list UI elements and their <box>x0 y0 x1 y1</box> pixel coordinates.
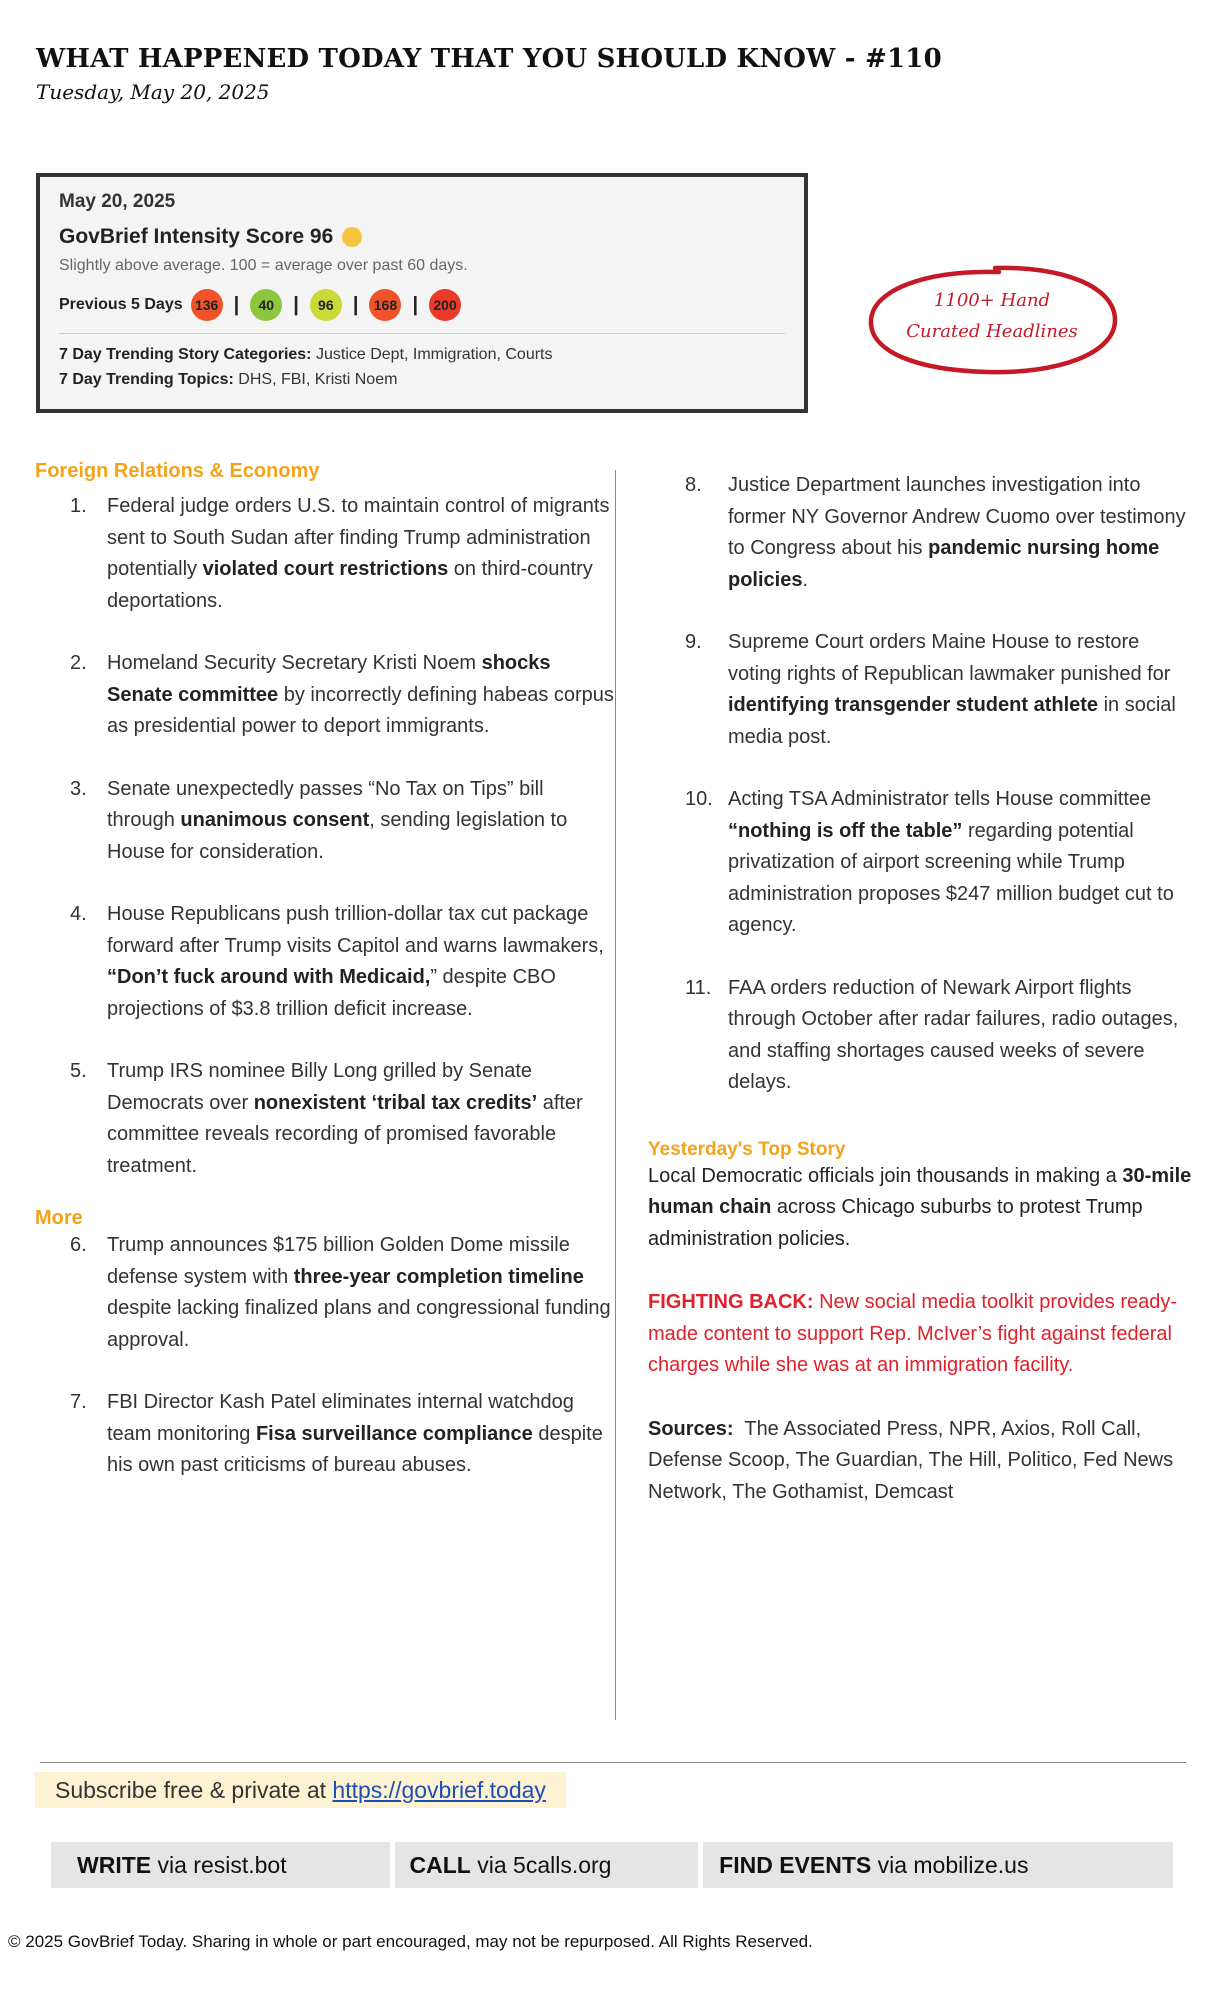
item-number: 2. <box>70 652 87 674</box>
item-text: Acting TSA Administrator tells House committee <box>728 788 1152 810</box>
fighting-back-text: New social media toolkit provides ready-made content to support Rep. McIver’s fight against federal charges while she was at an immigration facility. <box>648 1291 1178 1376</box>
trending-topics-label: 7 Day Trending Topics: <box>59 371 234 388</box>
separator: | <box>352 293 359 316</box>
previous-day-score: 96 <box>310 289 342 321</box>
section-heading-more: More <box>35 1207 83 1229</box>
sources-label: Sources: <box>648 1417 734 1440</box>
hand-curated-stamp <box>865 262 1119 377</box>
item-text: Trump announces $175 billion Golden Dome missile defense system with <box>107 1234 570 1288</box>
item-text: House Republicans push trillion-dollar tax cut package forward after Trump visits Capitol and warns lawmakers, <box>107 903 604 957</box>
item-text: Supreme Court orders Maine House to restore voting rights of Republican lawmaker punished for <box>728 631 1171 685</box>
previous-day-score: 40 <box>250 289 282 321</box>
item-text: regarding potential privatization of airport screening while Trump administration proposes $247 million budget cut to agency. <box>728 819 1174 936</box>
list-item <box>648 470 1198 596</box>
left-column <box>35 460 615 1513</box>
item-number: 10. <box>685 788 713 810</box>
item-number: 9. <box>685 631 702 653</box>
column-divider <box>615 470 616 1720</box>
subscribe-link[interactable]: https://govbrief.today <box>332 1777 546 1803</box>
previous-day-score: 136 <box>191 289 223 321</box>
item-text: FAA orders reduction of Newark Airport flights through October after radar failures, radio outages, and staffing shortages caused weeks of severe delays. <box>728 976 1179 1093</box>
trending-topics-value: DHS, FBI, Kristi Noem <box>238 371 398 388</box>
item-number: 6. <box>70 1234 87 1256</box>
top-story-emphasis: 30-mile human chain <box>648 1164 1192 1218</box>
item-text: Trump IRS nominee Billy Long grilled by Senate Democrats over <box>107 1060 533 1114</box>
item-text: Justice Department launches investigation into former NY Governor Andrew Cuomo over testimony to Congress about his <box>728 474 1186 559</box>
list-item <box>35 1387 615 1482</box>
trending-categories-value: Justice Dept, Immigration, Courts <box>315 346 553 363</box>
item-emphasis: three-year completion timeline <box>293 1265 584 1288</box>
previous-days-row <box>59 289 785 321</box>
intensity-score-label: GovBrief Intensity Score 96 <box>59 225 334 248</box>
item-text: , sending legislation to House for consideration. <box>107 809 568 863</box>
sources <box>648 1414 1198 1509</box>
section-heading-foreign-relations: Foreign Relations & Economy <box>35 460 320 482</box>
item-number: 11. <box>685 976 712 999</box>
item-emphasis: nonexistent ‘tribal tax credits’ <box>253 1091 538 1114</box>
item-text: in social media post. <box>728 694 1176 748</box>
stamp-line-1: 1100+ Hand <box>933 290 1051 311</box>
item-number: 8. <box>685 474 702 496</box>
right-column <box>648 470 1198 1508</box>
subscribe-text: Subscribe free & private at <box>55 1777 333 1803</box>
find-events-action-label: FIND EVENTS <box>719 1852 872 1878</box>
subscribe-banner <box>35 1772 566 1808</box>
action-bar <box>51 1842 1173 1888</box>
list-item <box>35 491 615 617</box>
top-story-text <box>648 1161 1198 1256</box>
copyright-footer: © 2025 GovBrief Today. Sharing in whole or part encouraged, may not be repurposed. All Rights Reserved. <box>8 1932 813 1951</box>
item-number: 1. <box>70 495 87 517</box>
list-item <box>35 1056 615 1182</box>
item-text: on third-country deportations. <box>107 558 593 612</box>
trending-categories-label: 7 Day Trending Story Categories: <box>59 346 312 363</box>
list-item <box>648 627 1198 753</box>
item-number: 5. <box>70 1060 87 1082</box>
item-emphasis: pandemic nursing home policies <box>728 537 1160 591</box>
fighting-back-label: FIGHTING BACK: <box>648 1291 814 1313</box>
find-events-action[interactable] <box>703 1842 1173 1888</box>
previous-day-score: 168 <box>369 289 401 321</box>
item-text: Senate unexpectedly passes “No Tax on Tips” bill through <box>107 777 544 831</box>
item-number: 4. <box>70 903 87 925</box>
stamp-circle <box>865 262 1119 377</box>
item-emphasis: violated court restrictions <box>202 558 449 580</box>
score-indicator-dot <box>342 227 362 247</box>
item-emphasis: Fisa surveillance compliance <box>255 1422 533 1445</box>
list-item <box>35 1230 615 1356</box>
write-action-text: via resist.bot <box>151 1852 287 1878</box>
stamp-line-2: Curated Headlines <box>906 321 1078 342</box>
item-text: ” despite CBO projections of $3.8 trillion deficit increase. <box>107 966 556 1020</box>
footer-divider <box>40 1762 1186 1763</box>
item-emphasis: shocks Senate committee <box>107 652 551 706</box>
item-text: despite his own past criticisms of bureau abuses. <box>107 1422 603 1476</box>
find-events-action-text: via mobilize.us <box>871 1852 1029 1878</box>
previous-day-score: 200 <box>429 289 461 321</box>
separator: | <box>412 293 419 316</box>
top-story-pre: Local Democratic officials join thousands in making a <box>648 1164 1123 1187</box>
score-subtitle: Slightly above average. 100 = average over past 60 days. <box>59 257 468 274</box>
separator: | <box>293 293 299 316</box>
item-text: Federal judge orders U.S. to maintain control of migrants sent to South Sudan after finding Trump administration potentially <box>107 495 610 580</box>
call-action[interactable] <box>395 1842 699 1888</box>
list-item <box>35 774 615 869</box>
item-number: 7. <box>70 1391 87 1413</box>
top-story-post: across Chicago suburbs to protest Trump administration policies. <box>648 1196 1143 1250</box>
score-date: May 20, 2025 <box>59 191 176 212</box>
item-text: despite lacking finalized plans and congressional funding approval. <box>107 1297 611 1351</box>
newsletter-date: Tuesday, May 20, 2025 <box>36 80 270 104</box>
item-text: FBI Director Kash Patel eliminates internal watchdog team monitoring <box>107 1391 574 1445</box>
section-heading-top-story: Yesterday's Top Story <box>648 1138 846 1160</box>
call-action-text: via 5calls.org <box>470 1852 612 1878</box>
item-emphasis: unanimous consent <box>180 809 370 831</box>
item-number: 3. <box>70 777 87 800</box>
item-text: Homeland Security Secretary Kristi Noem <box>107 652 482 674</box>
list-item <box>648 973 1198 1099</box>
list-item <box>35 648 615 743</box>
write-action-label: WRITE <box>77 1852 152 1878</box>
item-emphasis: “nothing is off the table” <box>728 819 963 842</box>
fighting-back <box>648 1287 1198 1382</box>
newsletter-title: WHAT HAPPENED TODAY THAT YOU SHOULD KNOW - #110 <box>36 44 942 74</box>
list-item <box>35 899 615 1025</box>
trending-topics <box>59 371 785 389</box>
sources-text: The Associated Press, NPR, Axios, Roll Call, Defense Scoop, The Guardian, The Hill, Politico, Fed News Network, The Gothamist, Demcast <box>648 1417 1179 1503</box>
item-text: by incorrectly defining habeas corpus as presidential power to deport immigrants. <box>107 683 614 737</box>
intensity-score-box <box>36 173 808 413</box>
call-action-label: CALL <box>409 1852 471 1878</box>
item-text: after committee reveals recording of promised favorable treatment. <box>107 1091 583 1177</box>
list-item <box>648 784 1198 942</box>
score-divider <box>59 333 785 334</box>
item-text: . <box>802 568 809 591</box>
write-action[interactable] <box>51 1842 390 1888</box>
trending-categories <box>59 346 785 364</box>
item-emphasis: “Don’t fuck around with Medicaid, <box>107 966 431 988</box>
intensity-score <box>59 225 785 249</box>
item-emphasis: identifying transgender student athlete <box>728 694 1099 716</box>
previous-days-label: Previous 5 Days <box>59 296 183 313</box>
separator: | <box>233 293 240 316</box>
